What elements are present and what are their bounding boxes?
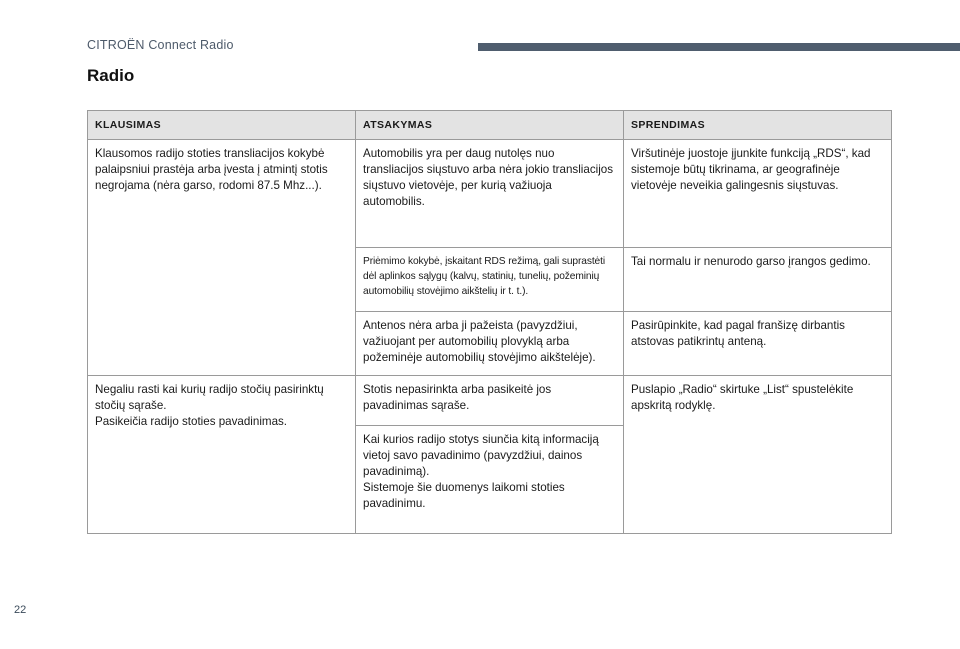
answer-cell: Kai kurios radijo stotys siunčia kitą informaciją vietoj savo pavadinimo (pavyzdžiui, dainos pavadinimą). Sistemoje šie duomenys laikomi stoties pavadinimu.: [356, 426, 624, 534]
header-decorative-bar: [478, 43, 960, 51]
solution-cell: Viršutinėje juostoje įjunkite funkciją „RDS“, kad sistemoje būtų tikrinama, ar geografinėje vietovėje neveikia galingesnis siųstuvas.: [624, 140, 892, 248]
column-header-question: KLAUSIMAS: [88, 111, 356, 140]
section-title: Radio: [87, 66, 135, 85]
table-row: [88, 140, 892, 248]
document-header-title: CITROËN Connect Radio: [87, 38, 234, 52]
answer-cell: Stotis nepasirinkta arba pasikeitė jos pavadinimas sąraše.: [356, 376, 624, 426]
answer-cell: Antenos nėra arba ji pažeista (pavyzdžiui, važiuojant per automobilių plovyklą arba požeminėje automobilių stovėjimo aikštelėje).: [356, 312, 624, 376]
table-header-row: [88, 111, 892, 140]
column-header-solution: SPRENDIMAS: [624, 111, 892, 140]
table-row: [88, 376, 892, 426]
answer-cell: Automobilis yra per daug nutolęs nuo transliacijos siųstuvo arba nėra jokio transliacijos siųstuvo vietovėje, per kurią važiuoja automobilis.: [356, 140, 624, 248]
solution-cell: Puslapio „Radio“ skirtuke „List“ spustelėkite apskritą rodyklę.: [624, 376, 892, 534]
page-number: 22: [14, 604, 27, 616]
question-cell: Klausomos radijo stoties transliacijos kokybė palaipsniui prastėja arba įvesta į atmintį stotis negrojama (nėra garso, rodomi 87.5 Mhz...).: [88, 140, 356, 376]
solution-cell: Tai normalu ir nenurodo garso įrangos gedimo.: [624, 248, 892, 312]
answer-cell: Priėmimo kokybė, įskaitant RDS režimą, gali suprastėti dėl aplinkos sąlygų (kalvų, statinių, tunelių, požeminių automobilių stovėjimo aikštelių ir t. t.).: [356, 248, 624, 312]
solution-cell: Pasirūpinkite, kad pagal franšizę dirbantis atstovas patikrintų anteną.: [624, 312, 892, 376]
question-cell: Negaliu rasti kai kurių radijo stočių pasirinktų stočių sąraše. Pasikeičia radijo stoties pavadinimas.: [88, 376, 356, 534]
troubleshooting-table: [87, 110, 892, 534]
column-header-answer: ATSAKYMAS: [356, 111, 624, 140]
